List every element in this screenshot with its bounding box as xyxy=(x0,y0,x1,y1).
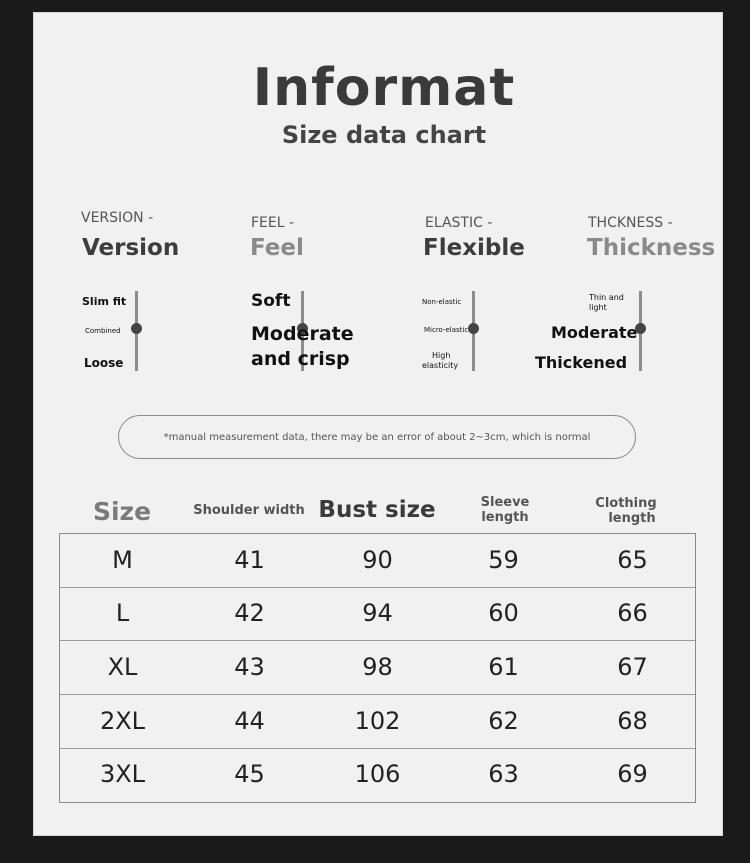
cell-sleeve: 62 xyxy=(488,707,519,735)
version-scale-indicator xyxy=(131,323,142,334)
feel-scale-mid2: and crisp xyxy=(251,348,350,370)
version-small-label: VERSION - xyxy=(81,210,154,226)
header-clothing-line1: Clothing xyxy=(595,496,657,511)
version-scale-mid: Combined xyxy=(85,327,121,335)
feel-heading: Feel xyxy=(250,235,304,261)
header-clothing-line2: length xyxy=(608,511,656,526)
cell-clothing: 66 xyxy=(617,599,648,627)
cell-sleeve: 59 xyxy=(488,546,519,574)
cell-sleeve: 61 xyxy=(488,653,519,681)
cell-bust: 98 xyxy=(362,653,393,681)
thickness-scale-bottom: Thickened xyxy=(535,353,628,372)
header-size: Size xyxy=(92,497,152,526)
table-row xyxy=(60,695,695,749)
size-info-card xyxy=(33,12,723,836)
page-title: Informat xyxy=(252,58,516,118)
cell-size: L xyxy=(115,599,130,627)
cell-clothing: 65 xyxy=(617,546,648,574)
elastic-heading: Flexible xyxy=(423,235,525,261)
header-sleeve-line2: length xyxy=(481,510,529,525)
cell-bust: 102 xyxy=(354,707,401,735)
cell-sleeve: 60 xyxy=(488,599,519,627)
cell-shoulder: 45 xyxy=(234,760,265,788)
cell-size: XL xyxy=(107,653,138,681)
thickness-heading: Thickness xyxy=(587,235,716,261)
thickness-scale-top: Thin and xyxy=(589,293,624,302)
cell-bust: 90 xyxy=(362,546,393,574)
elastic-scale-bottom: High xyxy=(432,351,451,360)
cell-shoulder: 42 xyxy=(234,599,265,627)
cell-size: M xyxy=(112,546,133,574)
cell-clothing: 68 xyxy=(617,707,648,735)
elastic-small-label: ELASTIC - xyxy=(425,215,493,231)
elastic-scale-indicator xyxy=(468,323,479,334)
measurement-note: *manual measurement data, there may be an error of about 2~3cm, which is normal xyxy=(118,415,636,459)
cell-bust: 106 xyxy=(354,760,401,788)
version-scale-bottom: Loose xyxy=(84,356,124,370)
feel-scale-top: Soft xyxy=(251,291,291,311)
thickness-scale-mid: Moderate xyxy=(551,323,638,342)
cell-sleeve: 63 xyxy=(488,760,519,788)
cell-clothing: 67 xyxy=(617,653,648,681)
table-row xyxy=(60,534,695,588)
cell-shoulder: 41 xyxy=(234,546,265,574)
table-row xyxy=(60,748,695,801)
size-table xyxy=(59,533,696,803)
thickness-scale-top2: light xyxy=(589,303,607,312)
header-sleeve-line1: Sleeve xyxy=(480,495,530,510)
elastic-scale-bottom2: elasticity xyxy=(422,361,459,370)
elastic-scale-mid: Micro-elastic xyxy=(424,326,469,334)
version-scale-top: Slim fit xyxy=(82,295,127,308)
cell-bust: 94 xyxy=(362,599,393,627)
cell-shoulder: 44 xyxy=(234,707,265,735)
header-bust-size: Bust size xyxy=(318,497,436,523)
page-subtitle: Size data chart xyxy=(281,121,487,149)
table-row xyxy=(60,587,695,641)
cell-clothing: 69 xyxy=(617,760,648,788)
cell-shoulder: 43 xyxy=(234,653,265,681)
cell-size: 2XL xyxy=(99,707,146,735)
header-shoulder-width: Shoulder width xyxy=(193,503,305,518)
cell-size: 3XL xyxy=(99,760,146,788)
thickness-small-label: THCKNESS - xyxy=(588,215,673,231)
version-heading: Version xyxy=(82,235,180,261)
feel-small-label: FEEL - xyxy=(251,215,295,231)
elastic-scale-top: Non-elastic xyxy=(422,298,462,306)
feel-scale-mid: Moderate xyxy=(251,323,354,345)
table-row xyxy=(60,641,695,695)
